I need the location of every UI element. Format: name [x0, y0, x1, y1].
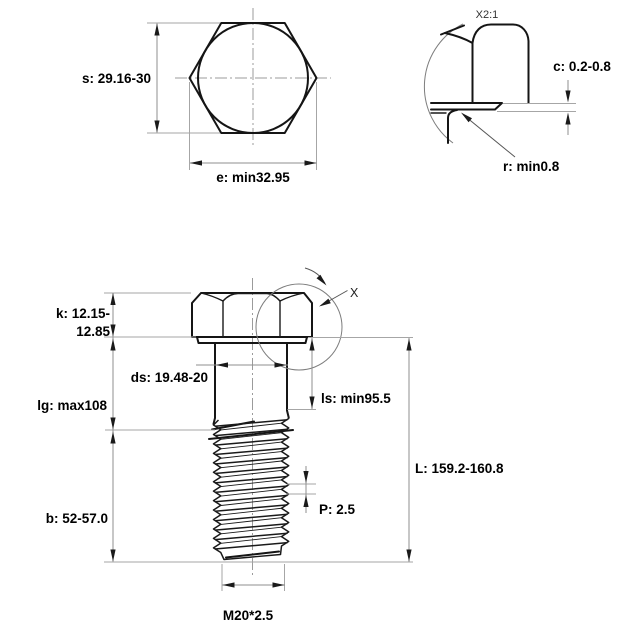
top-view-hex-head — [82, 8, 331, 185]
dim-e-label: e: min32.95 — [216, 170, 290, 185]
dim-b-label: b: 52-57.0 — [45, 511, 108, 526]
side-view-bolt — [37, 268, 504, 623]
dim-r-label: r: min0.8 — [503, 159, 560, 174]
dim-k-label-line1: k: 12.15- — [55, 306, 110, 321]
dim-lg-label: lg: max108 — [37, 398, 107, 413]
head-chamfer-arc-left — [201, 293, 223, 301]
thread-spec-label: M20*2.5 — [222, 608, 274, 623]
dim-l-label: L: 159.2-160.8 — [415, 461, 504, 476]
dim-c-label: c: 0.2-0.8 — [553, 59, 611, 74]
dim-ls-label: ls: min95.5 — [321, 391, 391, 406]
detail-circle — [256, 284, 342, 370]
dim-s-label: s: 29.16-30 — [81, 71, 151, 86]
detail-x-marker: X — [350, 286, 359, 300]
dim-k-label-line2: 12.85 — [76, 324, 110, 339]
thread-region — [214, 411, 289, 560]
detail-view-x — [424, 9, 611, 174]
detail-boundary-arc — [424, 24, 463, 143]
head-corner-dome — [473, 25, 529, 104]
head-chamfer-arc-right — [280, 293, 304, 301]
shank-right-edge — [287, 343, 289, 418]
detail-scale-label: X2:1 — [475, 9, 499, 21]
fillet-and-shank — [448, 110, 457, 143]
head-face-arc — [445, 33, 473, 43]
washer-face-flange — [431, 103, 502, 110]
shank-left-edge — [214, 343, 216, 424]
dim-ds-label: ds: 19.48-20 — [130, 370, 208, 385]
dim-p-label: P: 2.5 — [319, 502, 356, 517]
